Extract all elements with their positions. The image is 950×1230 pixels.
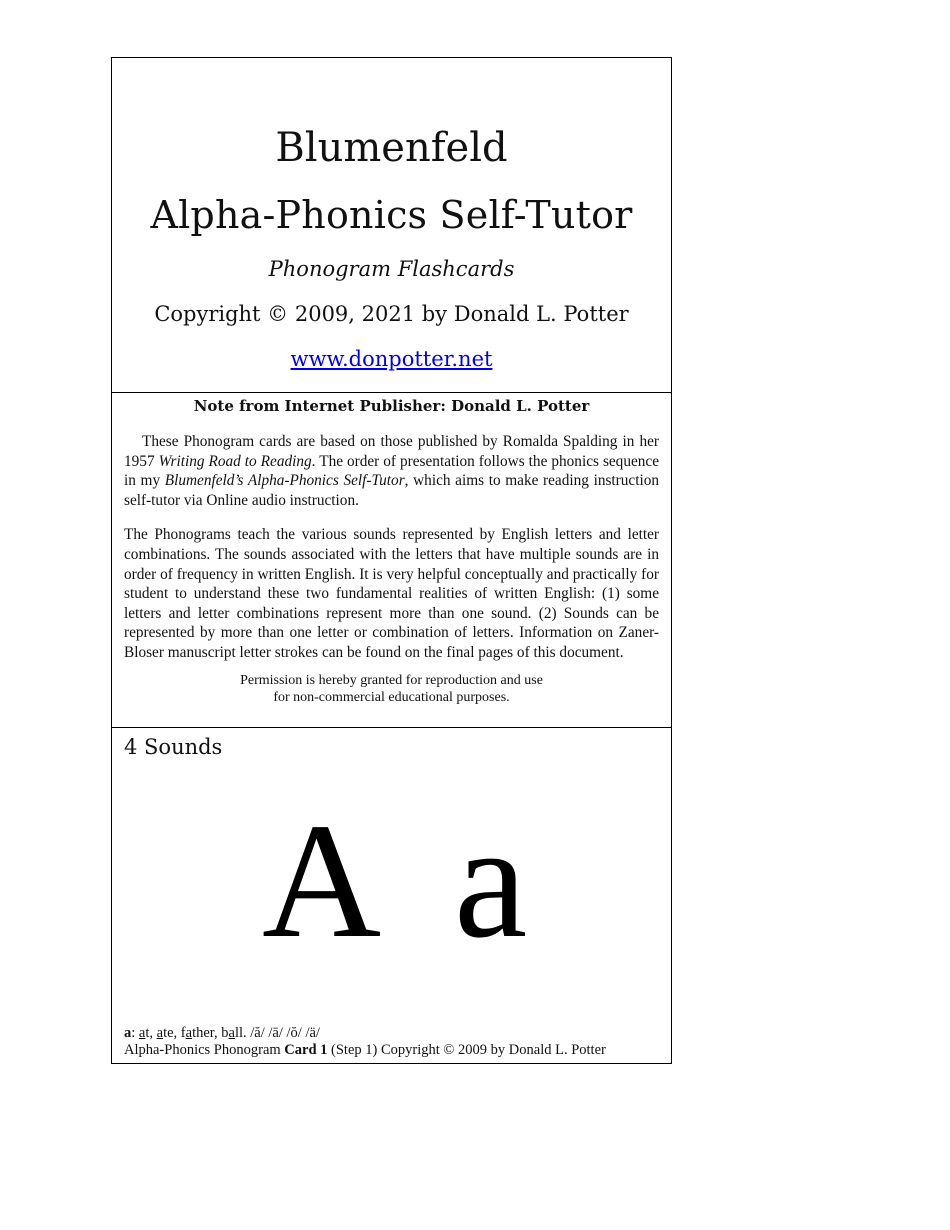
flashcard-section [112,728,671,1063]
example-word-4-rest: ll. [234,1025,251,1041]
note-heading: Note from Internet Publisher: Donald L. Potter [193,397,590,415]
card-number: Card 1 [284,1042,328,1058]
example-word-2-rest: te, [163,1025,181,1041]
document-page [111,57,672,1064]
copyright-line: Copyright © 2009, 2021 by Donald L. Potter [154,302,629,326]
footer-text-a: Alpha-Phonics Phonogram [124,1042,285,1058]
example-word-1-rest: t, [145,1025,157,1041]
uppercase-letter: A [262,789,382,972]
permission-line-2: for non-commercial educational purposes. [273,690,510,706]
example-word-4-marked: a [228,1025,235,1041]
website-link[interactable]: www.donpotter.net [290,347,493,371]
sounds-label: 4 Sounds [124,735,223,759]
title-line-1: Blumenfeld [275,125,508,171]
card-footer [124,1042,606,1059]
note-paragraph-1 [124,432,659,510]
note-paragraph-2: The Phonograms teach the various sounds represented by English letters and letter combinations. The sounds associated with the letters that have multiple sounds are in order of frequency in written English. It is very helpful conceptually and practically for student to understand these two fundamental realities of written English: (1) some letters and letter combinations represent more than one sound. (2) Sounds can be represented by more than one letter or combination of letters. Information on Zaner-Bloser manuscript letter strokes can be found on the final pages of this document. [124,526,659,661]
examples-separator: : [131,1025,139,1041]
para1-text-c: . The order of presentation follows the phonics sequence in my [124,452,659,490]
website-line [112,345,671,373]
permission-notice [124,672,659,707]
example-word-1-marked: a [138,1025,146,1041]
key-letter: a [124,1025,132,1041]
para1-text-e: , which aims to make reading instruction self-tutor via Online audio instruction. [124,472,660,509]
subtitle: Phonogram Flashcards [268,257,515,281]
sound-examples [124,1025,320,1042]
title-line-2: Alpha-Phonics Self-Tutor [150,193,633,237]
para1-book-title-1: Writing Road to Reading [158,452,312,470]
example-word-2-marked: a [156,1025,164,1041]
example-word-3-rest: ther, [192,1025,222,1041]
footer-text-b: (Step 1) Copyright © 2009 by Donald L. Potter [327,1042,606,1058]
title-section [112,58,671,393]
permission-line-1: Permission is hereby granted for reproduction and use [240,672,543,688]
lowercase-letter: a [454,789,528,972]
example-word-3-marked: a [185,1025,193,1041]
para1-text-a: These Phonogram cards are based on those published by Romalda Spalding in her 1957 [124,433,659,470]
example-word-4-lead: b [221,1025,229,1041]
para1-book-title-2: Blumenfeld’s Alpha-Phonics Self-Tutor [164,472,405,490]
ipa-sounds: /ă/ /ā/ /ŏ/ /ä/ [250,1025,320,1041]
note-section [112,393,671,728]
example-word-3-lead: f [180,1025,186,1041]
